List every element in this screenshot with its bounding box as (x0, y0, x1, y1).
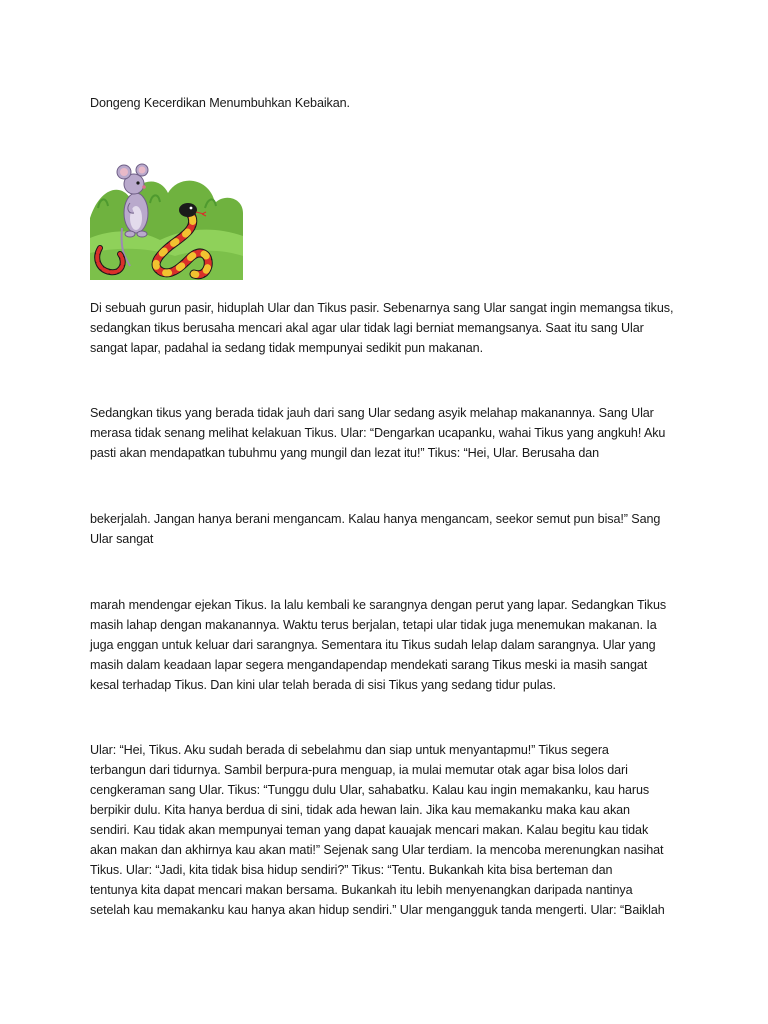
paragraph-line: terbangun dari tidurnya. Sambil berpura-pura menguap, ia mulai memutar otak agar bisa lolos dari (90, 763, 628, 777)
paragraph-line: bekerjalah. Jangan hanya berani mengancam. Kalau hanya mengancam, seekor semut pun bisa!” Sang (90, 512, 661, 526)
paragraph-line: kesal terhadap Tikus. Dan kini ular telah berada di sisi Tikus yang sedang tidur pulas. (90, 678, 556, 692)
document-title: Dongeng Kecerdikan Menumbuhkan Kebaikan. (90, 96, 350, 110)
paragraph-line: sedangkan tikus berusaha mencari akal agar ular tidak lagi berniat memangsanya. Saat itu sang Ular (90, 321, 644, 335)
paragraph-line: Ular: “Hei, Tikus. Aku sudah berada di sebelahmu dan siap untuk menyantapmu!” Tikus segera (90, 743, 609, 757)
paragraph-line: pasti akan mendapatkan tubuhmu yang mungil dan lezat itu!” Tikus: “Hei, Ular. Berusaha dan (90, 446, 600, 460)
paragraph-line: Ular sangat (90, 532, 154, 546)
paragraph-line: setelah kau memakanku kau hanya akan hidup sendiri.” Ular mengangguk tanda mengerti. Ular: “Baiklah (90, 903, 665, 917)
paragraph-line: Di sebuah gurun pasir, hiduplah Ular dan Tikus pasir. Sebenarnya sang Ular sangat ingin memangsa tikus, (90, 301, 674, 315)
paragraph-line: akan makan dan akhirnya kau akan mati!” Sejenak sang Ular terdiam. Ia mencoba merenungkan nasihat (90, 843, 664, 857)
paragraph-line: tentunya kita dapat mencari makan bersama. Bukankah itu lebih menyenangkan daripada nantinya (90, 883, 633, 897)
mouse-and-snake-illustration (90, 158, 243, 280)
paragraph-line: juga enggan untuk keluar dari sarangnya. Sementara itu Tikus sudah lelap dalam sarangnya. Ular yang (90, 638, 656, 652)
paragraph-line: masih lahap dengan makanannya. Waktu terus berjalan, tetapi ular tidak juga menemukan makanan. Ia (90, 618, 657, 632)
paragraph-line: marah mendengar ejekan Tikus. Ia lalu kembali ke sarangnya dengan perut yang lapar. Sedangkan Tikus (90, 598, 667, 612)
paragraph-line: sangat lapar, padahal ia sedang tidak mempunyai sedikit pun makanan. (90, 341, 483, 355)
paragraph-line: merasa tidak senang melihat kelakuan Tikus. Ular: “Dengarkan ucapanku, wahai Tikus yang angkuh! Aku (90, 426, 666, 440)
paragraph-line: sendiri. Kau tidak akan mempunyai teman yang dapat kauajak mencari makan. Kalau begitu kau tidak (90, 823, 649, 837)
paragraph-line: Tikus. Ular: “Jadi, kita tidak bisa hidup sendiri?” Tikus: “Tentu. Bukankah kita bisa berteman dan (90, 863, 613, 877)
paragraph-line: berpikir dulu. Kita hanya berdua di sini, tidak ada hewan lain. Jika kau memakanku maka kau akan (90, 803, 630, 817)
paragraph-line: cengkeraman sang Ular. Tikus: “Tunggu dulu Ular, sahabatku. Kalau kau ingin memakanku, kau harus (90, 783, 650, 797)
paragraph-line: Sedangkan tikus yang berada tidak jauh dari sang Ular sedang asyik melahap makanannya. Sang Ular (90, 406, 654, 420)
paragraph-line: masih dalam keadaan lapar segera mengandapendap mendekati sarang Tikus meski ia masih sangat (90, 658, 648, 672)
